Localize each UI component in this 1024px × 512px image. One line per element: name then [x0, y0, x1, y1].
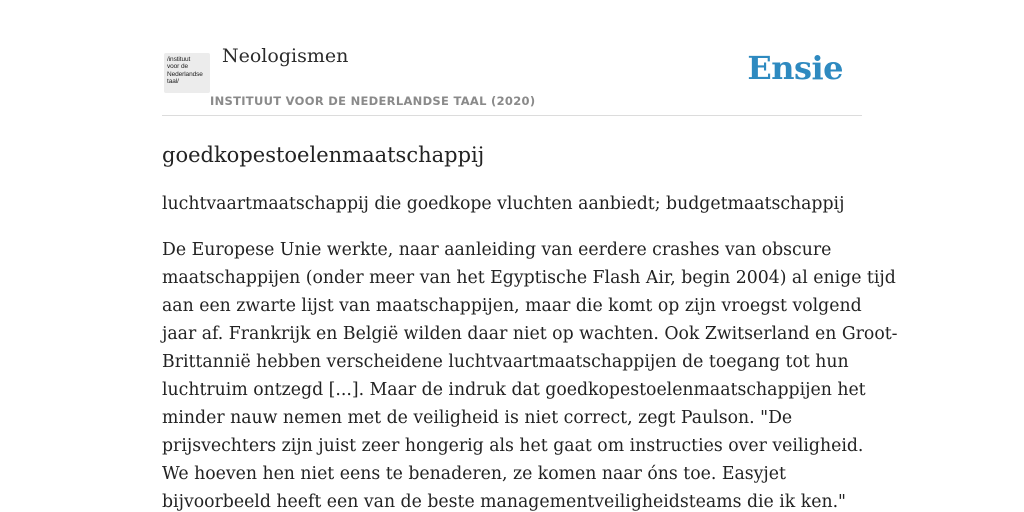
institute-logo[interactable]: [164, 53, 210, 93]
quote-line: aan een zwarte lijst van maatschappijen, maar die komt op zijn vroegst volgend: [162, 296, 862, 316]
source-title[interactable]: Neologismen: [222, 45, 349, 67]
quote-line: De Europese Unie werkte, naar aanleiding van eerdere crashes van obscure: [162, 240, 832, 260]
quote-line: prijsvechters zijn juist zeer hongerig als het gaat om instructies over veiligheid.: [162, 436, 864, 456]
entry-definition: luchtvaartmaatschappij die goedkope vluchten aanbiedt; budgetmaatschappij: [162, 194, 845, 214]
entry-content: [162, 138, 898, 512]
logo-line: Nederlandse: [167, 70, 203, 78]
brand-logo[interactable]: Ensie: [747, 49, 843, 87]
source-subtitle: INSTITUUT VOOR DE NEDERLANDSE TAAL (2020): [210, 94, 536, 108]
quote-line: bijvoorbeeld heeft een van de beste managementveiligheidsteams die ik ken.": [162, 492, 847, 512]
quote-line: Brittannië hebben verscheidene luchtvaartmaatschappijen de toegang tot hun: [162, 352, 849, 372]
logo-line: voor de: [167, 63, 188, 71]
logo-line: taal/: [167, 78, 179, 86]
quote-line: maatschappijen (onder meer van het Egyptische Flash Air, begin 2004) al enige tijd: [162, 268, 896, 288]
quote-line: minder nauw nemen met de veiligheid is niet correct, zegt Paulson. "De: [162, 408, 793, 428]
header: [162, 0, 862, 116]
quote-line: jaar af. Frankrijk en België wilden daar niet op wachten. Ook Zwitserland en Groot-: [162, 324, 898, 344]
entry-quote: [162, 236, 898, 512]
quote-line: We hoeven hen niet eens te benaderen, ze komen naar óns toe. Easyjet: [162, 464, 786, 484]
logo-line: /instituut: [167, 56, 191, 63]
logo-text: [167, 56, 207, 86]
quote-line: luchtruim ontzegd [...]. Maar de indruk dat goedkopestoelenmaatschappijen het: [162, 380, 866, 400]
entry-term: goedkopestoelenmaatschappij: [162, 143, 485, 167]
